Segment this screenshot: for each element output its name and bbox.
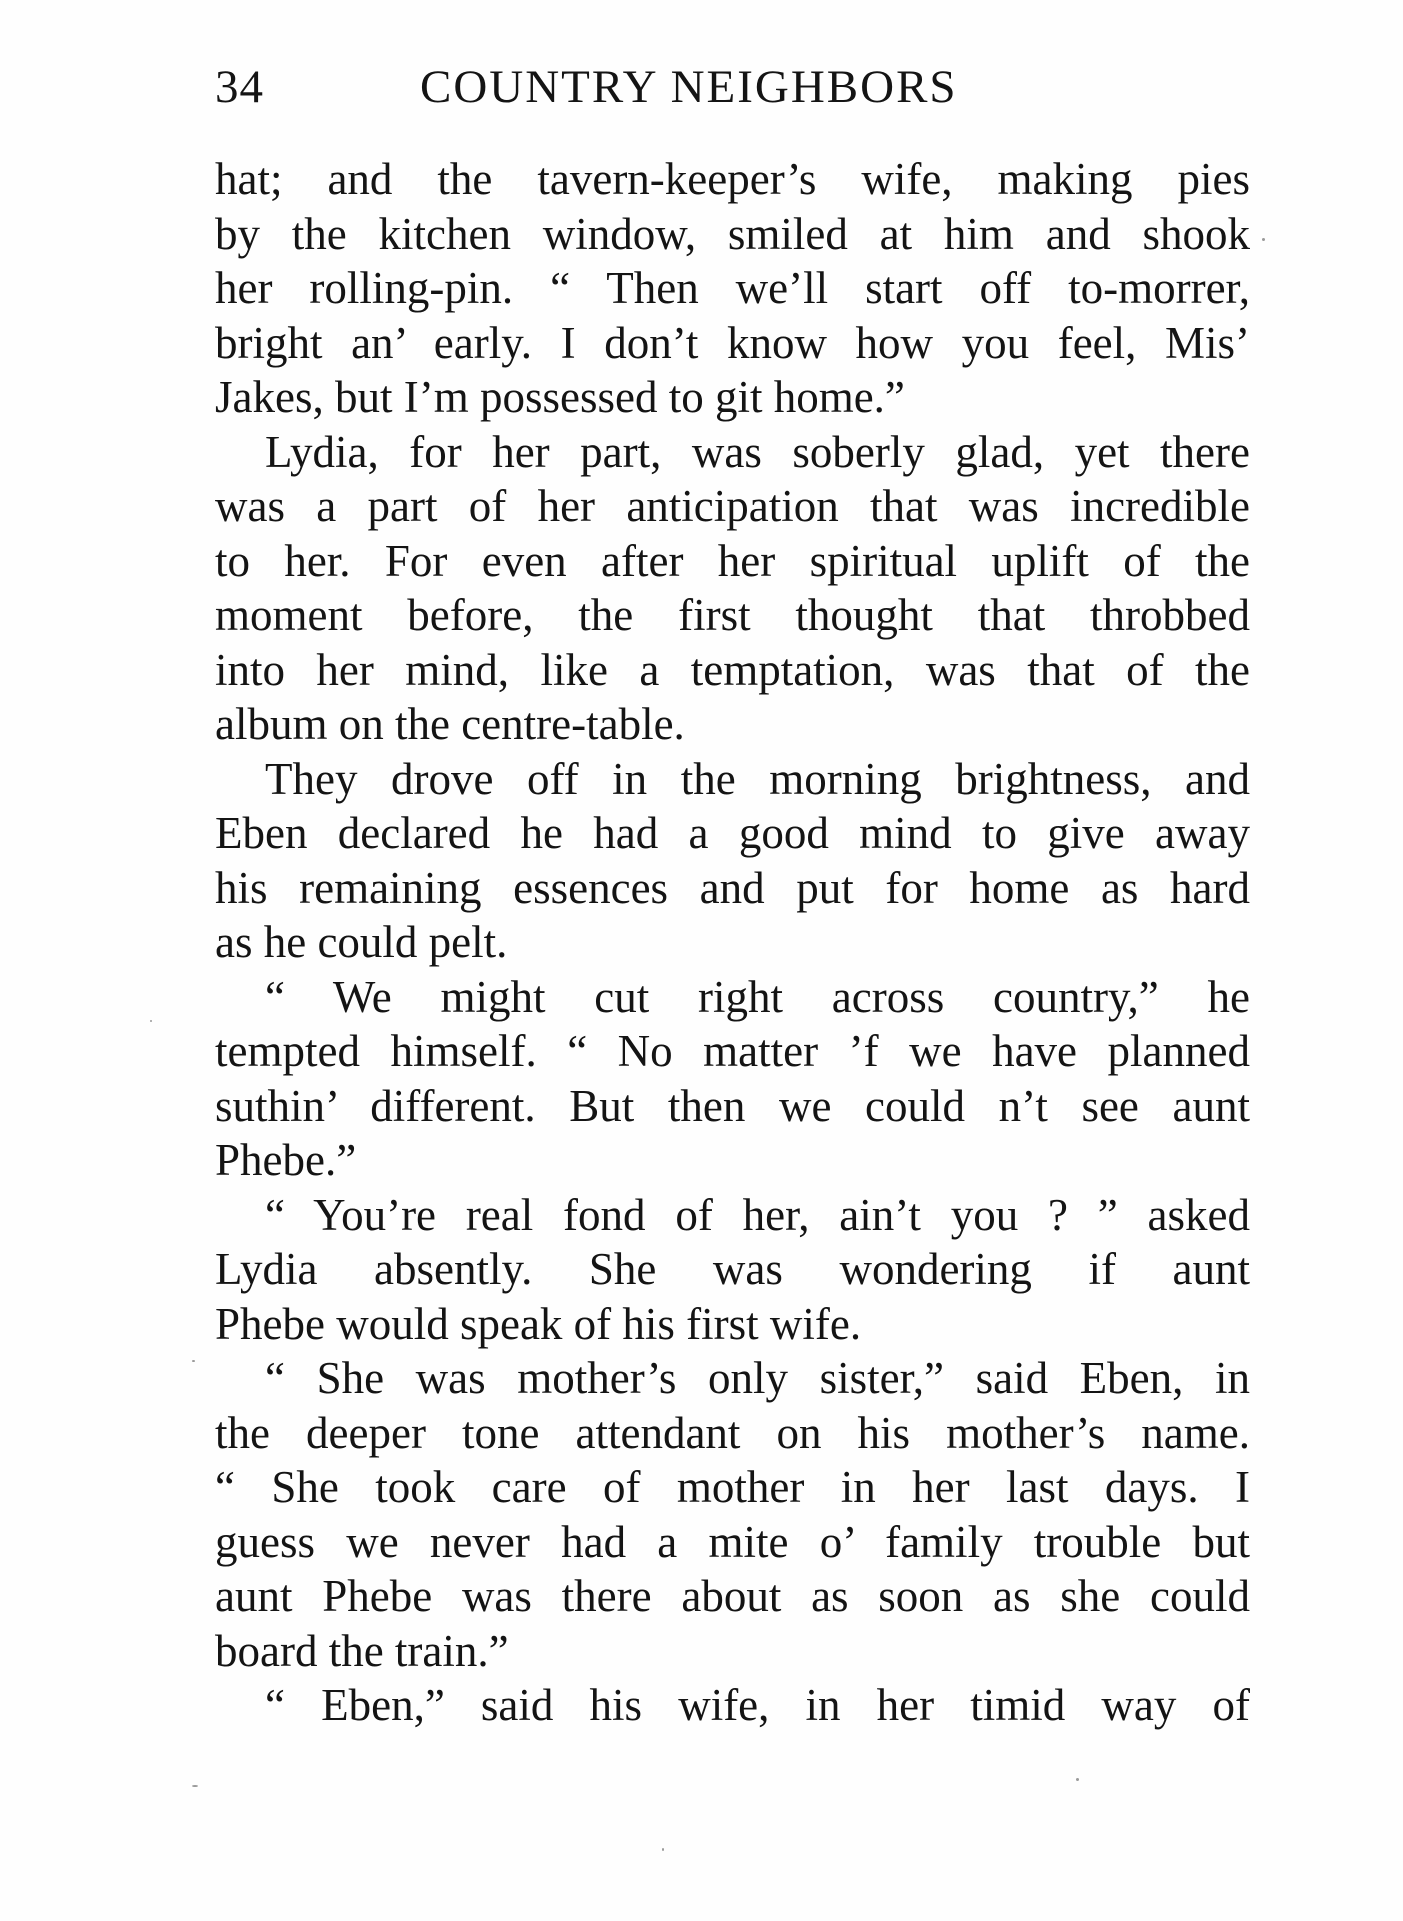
text-line: tempted himself. “ No matter ’f we have planned bbox=[215, 1026, 1250, 1076]
text-line: “ She took care of mother in her last days. I bbox=[215, 1462, 1250, 1512]
text-line: the deeper tone attendant on his mother’s name. bbox=[215, 1407, 1250, 1458]
text-line: Lydia absently. She was wondering if aunt bbox=[215, 1244, 1250, 1294]
text-line: “ We might cut right across country,” he bbox=[265, 971, 1250, 1022]
text-line: as he could pelt. bbox=[215, 917, 508, 967]
text-line: into her mind, like a temptation, was that of the bbox=[215, 644, 1250, 695]
text-line: guess we never had a mite o’ family trouble but bbox=[215, 1516, 1250, 1567]
paper-speck bbox=[192, 1785, 198, 1787]
body-text bbox=[215, 152, 1250, 1733]
text-line: aunt Phebe was there about as soon as she could bbox=[215, 1571, 1250, 1621]
text-line: Phebe would speak of his first wife. bbox=[215, 1298, 862, 1349]
text-line: “ You’re real fond of her, ain’t you ? ” asked bbox=[265, 1189, 1250, 1240]
text-line: Jakes, but I’m possessed to git home.” bbox=[215, 372, 905, 422]
text-line: was a part of her anticipation that was incredible bbox=[215, 481, 1250, 531]
paper-speck bbox=[1262, 238, 1265, 241]
paper-speck bbox=[662, 1848, 664, 1851]
running-head bbox=[215, 60, 1255, 130]
text-line: “ Eben,” said his wife, in her timid way of bbox=[265, 1680, 1250, 1730]
text-line: his remaining essences and put for home as hard bbox=[215, 862, 1250, 913]
text-line: “ She was mother’s only sister,” said Eben, in bbox=[265, 1353, 1250, 1403]
text-line: her rolling-pin. “ Then we’ll start off to-morrer, bbox=[215, 263, 1250, 313]
running-title: COUNTRY NEIGHBORS bbox=[420, 61, 958, 113]
text-line: to her. For even after her spiritual uplift of the bbox=[215, 535, 1250, 586]
text-line: They drove off in the morning brightness, and bbox=[265, 753, 1250, 804]
text-line: bright an’ early. I don’t know how you feel, Mis’ bbox=[215, 317, 1250, 368]
text-line: Lydia, for her part, was soberly glad, yet there bbox=[265, 426, 1250, 477]
text-line: Eben declared he had a good mind to give away bbox=[215, 808, 1250, 858]
text-line: suthin’ different. But then we could n’t see aunt bbox=[215, 1080, 1250, 1131]
text-line: moment before, the first thought that throbbed bbox=[215, 590, 1250, 640]
paper-speck bbox=[1076, 1778, 1079, 1781]
paper-speck bbox=[192, 1360, 195, 1362]
page-number: 34 bbox=[215, 61, 264, 113]
text-line: board the train.” bbox=[215, 1625, 509, 1676]
text-line: by the kitchen window, smiled at him and shook bbox=[215, 208, 1250, 259]
text-line: album on the centre-table. bbox=[215, 699, 685, 749]
paper-speck bbox=[150, 1020, 152, 1022]
text-line: Phebe.” bbox=[215, 1135, 357, 1185]
text-line: hat; and the tavern-keeper’s wife, making pies bbox=[215, 154, 1250, 204]
